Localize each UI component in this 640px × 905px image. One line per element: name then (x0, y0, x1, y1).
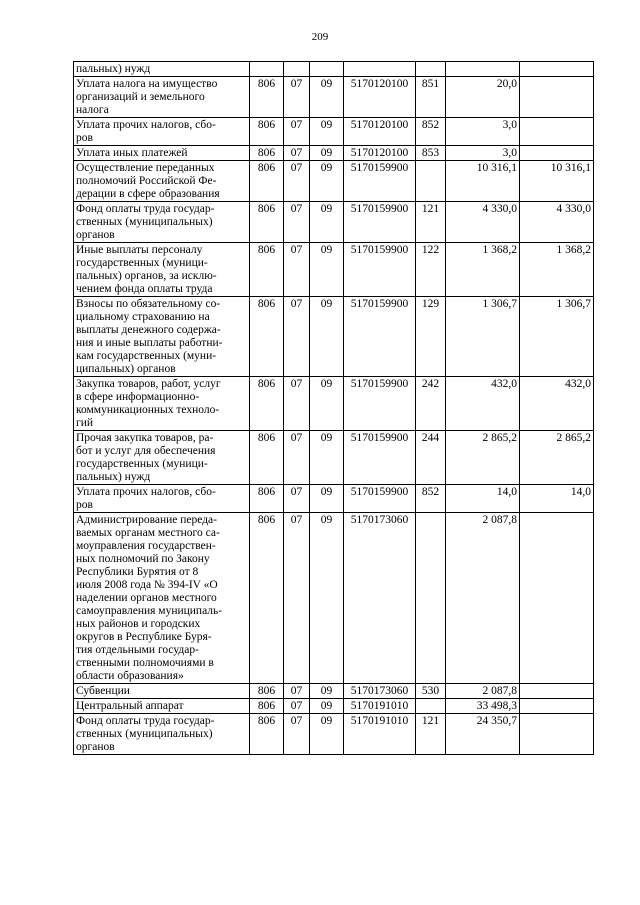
subsection-cell: 09 (310, 202, 344, 243)
item-name-line: тия отдельными государ- (76, 644, 199, 656)
item-name-line: чением фонда оплаты труда (76, 283, 213, 295)
amount-subvention-cell: 14,0 (520, 485, 594, 513)
amount-cell: 4 330,0 (446, 202, 520, 243)
section-cell: 07 (284, 297, 310, 377)
item-name-line: органов (76, 229, 115, 241)
item-name-line: Уплата налога на имущество (76, 78, 218, 90)
item-name-cell (74, 699, 250, 714)
table-row (74, 62, 594, 77)
target-article-cell: 5170120100 (344, 77, 416, 118)
amount-cell: 3,0 (446, 118, 520, 146)
item-name-line: гий (76, 417, 94, 429)
item-name-line: в сфере информационно- (76, 391, 200, 403)
subsection-cell: 09 (310, 118, 344, 146)
item-name-line: Администрирование переда- (76, 514, 217, 526)
item-name-line: Фонд оплаты труда государ- (76, 715, 215, 727)
item-name-line: полномочий Российской Фе- (76, 175, 217, 187)
section-cell: 07 (284, 684, 310, 699)
item-name-line: ственными полномочиями в (76, 657, 214, 669)
item-name-line: ципальных) органов (76, 363, 176, 375)
amount-cell (446, 62, 520, 77)
table-row (74, 699, 594, 714)
table-row (74, 684, 594, 699)
item-name-cell (74, 243, 250, 297)
grbs-cell: 806 (250, 243, 284, 297)
target-article-cell: 5170173060 (344, 684, 416, 699)
target-article-cell: 5170159900 (344, 202, 416, 243)
expense-type-cell: 244 (416, 431, 446, 485)
item-name-line: Уплата иных платежей (76, 147, 188, 159)
expense-type-cell: 121 (416, 202, 446, 243)
target-article-cell: 5170159900 (344, 297, 416, 377)
item-name-line: ных районов и городских (76, 618, 201, 630)
table-row (74, 77, 594, 118)
amount-subvention-cell (520, 714, 594, 755)
target-article-cell: 5170159900 (344, 377, 416, 431)
grbs-cell: 806 (250, 699, 284, 714)
table-row (74, 297, 594, 377)
section-cell: 07 (284, 161, 310, 202)
expense-type-cell (416, 161, 446, 202)
expense-type-cell: 122 (416, 243, 446, 297)
item-name-line: Республики Бурятия от 8 (76, 566, 199, 578)
item-name-line: Иные выплаты персоналу (76, 244, 203, 256)
grbs-cell: 806 (250, 202, 284, 243)
grbs-cell: 806 (250, 118, 284, 146)
amount-cell: 3,0 (446, 146, 520, 161)
item-name-line: ственных (муниципальных) (76, 216, 213, 228)
item-name-line: Осуществление переданных (76, 162, 215, 174)
grbs-cell: 806 (250, 431, 284, 485)
item-name-cell (74, 377, 250, 431)
item-name-cell (74, 202, 250, 243)
grbs-cell: 806 (250, 146, 284, 161)
section-cell: 07 (284, 243, 310, 297)
item-name-line: наделении органов местного (76, 592, 217, 604)
item-name-line: Центральный аппарат (76, 700, 184, 712)
section-cell: 07 (284, 77, 310, 118)
subsection-cell: 09 (310, 146, 344, 161)
amount-cell: 2 865,2 (446, 431, 520, 485)
expense-type-cell: 530 (416, 684, 446, 699)
item-name-cell (74, 62, 250, 77)
grbs-cell: 806 (250, 77, 284, 118)
table-body (74, 62, 594, 755)
item-name-line: бот и услуг для обеспечения (76, 445, 216, 457)
section-cell: 07 (284, 485, 310, 513)
item-name-cell (74, 714, 250, 755)
item-name-line: кам государственных (муни- (76, 350, 217, 362)
amount-subvention-cell: 2 865,2 (520, 431, 594, 485)
amount-subvention-cell (520, 77, 594, 118)
item-name-line: коммуникационных техноло- (76, 404, 220, 416)
expense-type-cell (416, 699, 446, 714)
item-name-line: пальных) нужд (76, 471, 151, 483)
subsection-cell: 09 (310, 377, 344, 431)
item-name-line: области образования» (76, 670, 184, 682)
target-article-cell: 5170120100 (344, 118, 416, 146)
amount-subvention-cell (520, 684, 594, 699)
amount-cell: 33 498,3 (446, 699, 520, 714)
item-name-line: выплаты денежного содержа- (76, 324, 221, 336)
budget-table (73, 61, 594, 755)
target-article-cell: 5170159900 (344, 161, 416, 202)
item-name-cell (74, 684, 250, 699)
item-name-line: моуправления государствен- (76, 540, 216, 552)
section-cell: 07 (284, 714, 310, 755)
section-cell: 07 (284, 699, 310, 714)
item-name-line: пальных) нужд (76, 63, 151, 75)
item-name-line: Уплата прочих налогов, сбо- (76, 486, 216, 498)
target-article-cell: 5170120100 (344, 146, 416, 161)
amount-cell: 432,0 (446, 377, 520, 431)
table-row (74, 202, 594, 243)
item-name-line: ственных (муниципальных) (76, 728, 213, 740)
item-name-line: ваемых органам местного са- (76, 527, 220, 539)
expense-type-cell: 129 (416, 297, 446, 377)
expense-type-cell: 242 (416, 377, 446, 431)
target-article-cell (344, 62, 416, 77)
grbs-cell: 806 (250, 714, 284, 755)
subsection-cell: 09 (310, 699, 344, 714)
grbs-cell: 806 (250, 377, 284, 431)
item-name-line: округов в Республике Буря- (76, 631, 212, 643)
target-article-cell: 5170159900 (344, 431, 416, 485)
subsection-cell (310, 62, 344, 77)
amount-subvention-cell (520, 118, 594, 146)
item-name-line: ров (76, 499, 93, 511)
table-row (74, 161, 594, 202)
item-name-line: государственных (муници- (76, 257, 208, 269)
item-name-cell (74, 297, 250, 377)
item-name-line: Фонд оплаты труда государ- (76, 203, 215, 215)
expense-type-cell: 121 (416, 714, 446, 755)
grbs-cell: 806 (250, 684, 284, 699)
item-name-line: Закупка товаров, работ, услуг (76, 378, 221, 390)
amount-cell: 20,0 (446, 77, 520, 118)
item-name-line: государственных (муници- (76, 458, 208, 470)
section-cell: 07 (284, 431, 310, 485)
amount-subvention-cell: 10 316,1 (520, 161, 594, 202)
target-article-cell: 5170191010 (344, 714, 416, 755)
section-cell: 07 (284, 146, 310, 161)
item-name-cell (74, 161, 250, 202)
table-row (74, 118, 594, 146)
item-name-cell (74, 513, 250, 684)
item-name-line: органов (76, 741, 115, 753)
grbs-cell: 806 (250, 297, 284, 377)
amount-subvention-cell: 1 306,7 (520, 297, 594, 377)
item-name-line: пальных) органов, за исклю- (76, 270, 217, 282)
subsection-cell: 09 (310, 161, 344, 202)
grbs-cell (250, 62, 284, 77)
expense-type-cell: 852 (416, 485, 446, 513)
amount-cell: 2 087,8 (446, 684, 520, 699)
amount-subvention-cell (520, 62, 594, 77)
subsection-cell: 09 (310, 485, 344, 513)
target-article-cell: 5170159900 (344, 485, 416, 513)
expense-type-cell: 852 (416, 118, 446, 146)
table-row (74, 485, 594, 513)
amount-cell: 2 087,8 (446, 513, 520, 684)
table-row (74, 243, 594, 297)
table-row (74, 714, 594, 755)
section-cell: 07 (284, 377, 310, 431)
amount-cell: 10 316,1 (446, 161, 520, 202)
target-article-cell: 5170191010 (344, 699, 416, 714)
table-row (74, 431, 594, 485)
table-row (74, 513, 594, 684)
section-cell (284, 62, 310, 77)
target-article-cell: 5170173060 (344, 513, 416, 684)
section-cell: 07 (284, 118, 310, 146)
item-name-line: дерации в сфере образования (76, 188, 220, 200)
target-article-cell: 5170159900 (344, 243, 416, 297)
item-name-cell (74, 431, 250, 485)
item-name-line: налога (76, 104, 109, 116)
amount-subvention-cell: 1 368,2 (520, 243, 594, 297)
grbs-cell: 806 (250, 485, 284, 513)
expense-type-cell (416, 62, 446, 77)
amount-cell: 1 368,2 (446, 243, 520, 297)
amount-subvention-cell (520, 699, 594, 714)
item-name-line: июля 2008 года № 394-IV «О (76, 579, 218, 591)
section-cell: 07 (284, 202, 310, 243)
page-number: 209 (311, 31, 329, 43)
item-name-line: циальному страхованию на (76, 311, 210, 323)
item-name-cell (74, 146, 250, 161)
subsection-cell: 09 (310, 431, 344, 485)
item-name-line: ров (76, 132, 93, 144)
item-name-cell (74, 485, 250, 513)
table-row (74, 377, 594, 431)
subsection-cell: 09 (310, 684, 344, 699)
grbs-cell: 806 (250, 513, 284, 684)
amount-cell: 14,0 (446, 485, 520, 513)
section-cell: 07 (284, 513, 310, 684)
expense-type-cell: 851 (416, 77, 446, 118)
subsection-cell: 09 (310, 243, 344, 297)
item-name-line: Уплата прочих налогов, сбо- (76, 119, 216, 131)
item-name-line: Прочая закупка товаров, ра- (76, 432, 214, 444)
expense-type-cell (416, 513, 446, 684)
subsection-cell: 09 (310, 714, 344, 755)
expense-type-cell: 853 (416, 146, 446, 161)
item-name-line: ных полномочий по Закону (76, 553, 210, 565)
amount-subvention-cell: 432,0 (520, 377, 594, 431)
amount-subvention-cell (520, 513, 594, 684)
item-name-line: Взносы по обязательному со- (76, 298, 221, 310)
amount-cell: 24 350,7 (446, 714, 520, 755)
subsection-cell: 09 (310, 513, 344, 684)
table-row (74, 146, 594, 161)
item-name-line: ния и иные выплаты работни- (76, 337, 223, 349)
item-name-cell (74, 77, 250, 118)
item-name-line: Субвенции (76, 685, 130, 697)
grbs-cell: 806 (250, 161, 284, 202)
item-name-line: самоуправления муниципаль- (76, 605, 223, 617)
subsection-cell: 09 (310, 297, 344, 377)
item-name-cell (74, 118, 250, 146)
item-name-line: организаций и земельного (76, 91, 205, 103)
amount-subvention-cell (520, 146, 594, 161)
subsection-cell: 09 (310, 77, 344, 118)
amount-subvention-cell: 4 330,0 (520, 202, 594, 243)
amount-cell: 1 306,7 (446, 297, 520, 377)
